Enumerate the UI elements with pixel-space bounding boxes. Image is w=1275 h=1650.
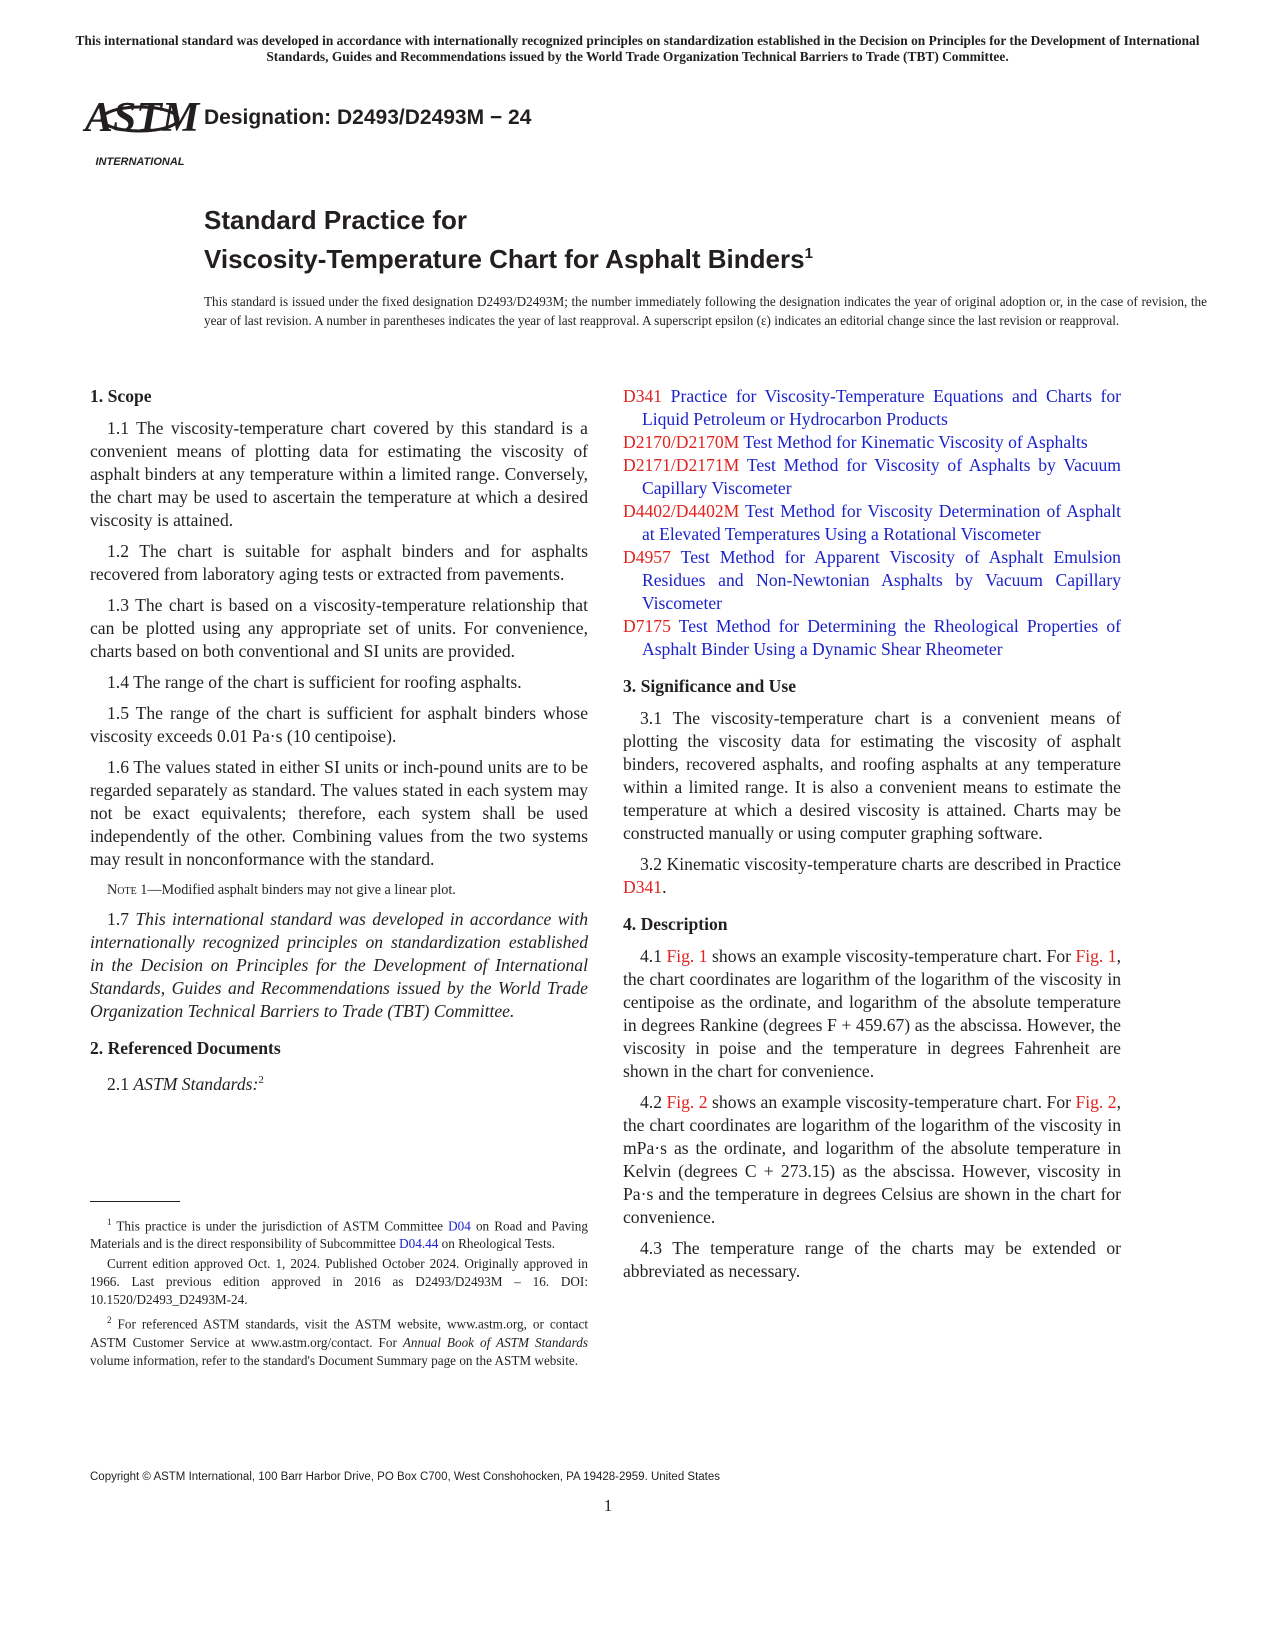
reference-item — [623, 385, 1121, 431]
para-4-2 — [623, 1091, 1121, 1229]
issued-note: This standard is issued under the fixed designation D2493/D2493M; the number immediately following the designation indicates the year of original adoption or, in the case of revision, the year of last revision. A number in parentheses indicates the year of last reapproval. A superscript epsilon (ε) indicates an editorial change since the last revision or reapproval. — [204, 294, 1207, 328]
para-4-1-a: 4.1 — [640, 946, 667, 966]
para-4-2-c: , the chart coordinates are logarithm of the logarithm of the viscosity in mPa·s as the ordinate, and logarithm of the absolute temperature in Kelvin (degrees C + 273.15) as the abscissa. However, viscosity in Pa·s and the temperature in degrees Celsius are shown in the chart for convenience. — [623, 1092, 1121, 1227]
reference-item — [623, 500, 1121, 546]
note-1 — [90, 879, 588, 902]
para-1-6: 1.6 The values stated in either SI units or inch-pound units are to be regarded separately as standard. The values stated in each system may not be exact equivalents; therefore, each system shall be used independently of the other. Combining values from the two systems may result in nonconformance with the standard. — [90, 757, 588, 869]
para-4-2-a: 4.2 — [640, 1092, 667, 1112]
d04-44-link[interactable]: D04.44 — [399, 1236, 439, 1252]
footnote-2-a: For referenced ASTM standards, visit the ASTM website, www.astm.org, or contact ASTM Customer Service at www.astm.org/contact. For — [90, 1316, 588, 1350]
reference-title-link[interactable]: Test Method for Viscosity Determination of Asphalt at Elevated Temperatures Using a Rotational Viscometer — [642, 501, 1121, 544]
para-3-2-pre: 3.2 Kinematic viscosity-temperature charts are described in Practice — [640, 854, 1121, 874]
header-notice: This international standard was developed in accordance with internationally recognized principles on standardization established in the Decision on Principles for the Development of International Standards, Guides and Recommendations issued by the World Trade Organization Technical Barriers to Trade (TBT) Committee. — [75, 33, 1200, 64]
d04-link[interactable]: D04 — [448, 1218, 471, 1234]
para-4-3: 4.3 The temperature range of the charts may be extended or abbreviated as necessary. — [623, 1238, 1121, 1281]
para-3-1: 3.1 The viscosity-temperature chart is a convenient means of plotting the viscosity data for estimating the viscosity of asphalt binders, recovered asphalts, and roofing asphalts at any temperature within a limited range. It is also a convenient means to estimate the temperature at which a desired viscosity is attained. Charts may be constructed manually or using computer graphing software. — [623, 708, 1121, 843]
document-title — [204, 204, 813, 276]
reference-code-link[interactable]: D4402/D4402M — [623, 501, 740, 521]
fig-1-link[interactable]: Fig. 1 — [666, 946, 708, 966]
footnote-divider — [90, 1201, 180, 1202]
description-heading: 4. Description — [623, 914, 728, 934]
para-4-1 — [623, 945, 1121, 1083]
para-3-2-post: . — [662, 877, 667, 897]
footnote-2-italic: Annual Book of ASTM Standards — [402, 1334, 588, 1350]
reference-code-link[interactable]: D2171/D2171M — [623, 455, 740, 475]
fig-2-link[interactable]: Fig. 2 — [1075, 1092, 1117, 1112]
reference-item — [623, 615, 1121, 661]
reference-code-link[interactable]: D7175 — [623, 616, 671, 636]
para-2-1-text: ASTM Standards: — [133, 1073, 259, 1094]
footnote-2-mark: 2 — [107, 1315, 112, 1326]
scope-heading: 1. Scope — [90, 386, 152, 406]
footnote-1-edition: Current edition approved Oct. 1, 2024. Published October 2024. Originally approved in 1966. Last previous edition approved in 2016 as D2493/D2493M – 16. DOI: 10.1520/D2493_D2493M-24. — [90, 1256, 588, 1308]
para-1-2: 1.2 The chart is suitable for asphalt binders and for asphalts recovered from laboratory aging tests or extracted from pavements. — [90, 541, 588, 584]
left-column — [90, 385, 588, 1104]
d341-link[interactable]: D341 — [623, 877, 663, 897]
reference-code-link[interactable]: D4957 — [623, 547, 671, 567]
note-label: Note 1 — [107, 882, 148, 898]
reference-title-link[interactable]: Test Method for Kinematic Viscosity of Asphalts — [743, 432, 1088, 452]
fig-2-link[interactable]: Fig. 2 — [666, 1092, 708, 1112]
para-2-1-num: 2.1 — [107, 1073, 129, 1094]
reference-title-link[interactable]: Test Method for Viscosity of Asphalts by Vacuum Capillary Viscometer — [642, 455, 1121, 498]
para-4-1-c: , the chart coordinates are logarithm of the logarithm of the viscosity in centipoise as the ordinate, and logarithm of the absolute temperature in degrees Rankine (degrees F + 459.67) as the abscissa. However, the viscosity in poise and the temperature in degrees Fahrenheit are shown in the chart for convenience. — [623, 946, 1121, 1081]
title-line1: Standard Practice for — [204, 205, 467, 235]
reference-item — [623, 454, 1121, 500]
reference-code-link[interactable]: D341 — [623, 386, 663, 406]
footnote-1-b: on Road and Paving Materials and is the direct responsibility of Subcommittee — [90, 1218, 588, 1252]
reference-title-link[interactable]: Test Method for Determining the Rheological Properties of Asphalt Binder Using a Dynamic Shear Rheometer — [642, 616, 1121, 659]
astm-logo — [84, 85, 200, 169]
footnotes — [90, 1213, 588, 1372]
footnote-2 — [90, 1311, 588, 1369]
referenced-heading: 2. Referenced Documents — [90, 1038, 281, 1058]
copyright: Copyright © ASTM International, 100 Barr Harbor Drive, PO Box C700, West Conshohocken, PA 19428-2959. United States — [90, 1471, 721, 1483]
para-1-5: 1.5 The range of the chart is sufficient for asphalt binders whose viscosity exceeds 0.01 Pa·s (10 centipoise). — [90, 703, 588, 746]
para-1-3: 1.3 The chart is based on a viscosity-temperature relationship that can be plotted using any appropriate set of units. For convenience, charts based on both conventional and SI units are provided. — [90, 595, 588, 661]
title-line2-text: Viscosity-Temperature Chart for Asphalt Binders — [204, 244, 805, 274]
right-column — [623, 385, 1121, 1291]
para-4-2-b: shows an example viscosity-temperature chart. For — [707, 1092, 1076, 1112]
footnote-1 — [90, 1213, 588, 1253]
footnote-1-mark: 1 — [107, 1217, 112, 1227]
para-4-1-b: shows an example viscosity-temperature chart. For — [707, 946, 1076, 966]
title-line2 — [204, 237, 813, 276]
reference-title-link[interactable]: Practice for Viscosity-Temperature Equations and Charts for Liquid Petroleum or Hydrocarbon Products — [642, 386, 1121, 429]
reference-list — [623, 385, 1121, 661]
para-1-1: 1.1 The viscosity-temperature chart covered by this standard is a convenient means of plotting data for estimating the viscosity of asphalt binders at any temperature within a limited range. Conversely, the chart may be used to ascertain the temperature at which a desired viscosity is attained. — [90, 418, 588, 530]
fig-1-link[interactable]: Fig. 1 — [1075, 946, 1117, 966]
significance-heading: 3. Significance and Use — [623, 676, 797, 696]
para-3-2 — [623, 853, 1121, 899]
logo-subtext: INTERNATIONAL — [95, 156, 185, 168]
para-1-7-text: This international standard was developed in accordance with internationally recognized principles on standardization established in the Decision on Principles for the Development of International Standards, Guides and Recommendations issued by the World Trade Organization Technical Barriers to Trade (TBT) Committee. — [90, 909, 588, 1021]
reference-item — [623, 546, 1121, 615]
para-1-7-num: 1.7 — [107, 909, 129, 929]
page-number: 1 — [603, 1496, 613, 1515]
reference-code-link[interactable]: D2170/D2170M — [623, 432, 740, 452]
footnote-1-a: This practice is under the jurisdiction of ASTM Committee — [111, 1218, 449, 1234]
para-1-4: 1.4 The range of the chart is sufficient for roofing asphalts. — [107, 672, 522, 692]
para-2-1 — [90, 1069, 588, 1096]
designation: Designation: D2493/D2493M − 24 — [204, 106, 532, 129]
para-1-7 — [90, 908, 588, 1023]
note-text: —Modified asphalt binders may not give a linear plot. — [147, 882, 456, 898]
footnote-1-c: on Rheological Tests. — [438, 1236, 556, 1252]
logo-text: ASTM — [84, 95, 200, 141]
title-footnote-mark: 1 — [804, 245, 813, 262]
footnote-2-b: volume information, refer to the standard's Document Summary page on the ASTM website. — [90, 1352, 579, 1368]
para-2-1-mark: 2 — [258, 1074, 264, 1086]
reference-title-link[interactable]: Test Method for Apparent Viscosity of Asphalt Emulsion Residues and Non-Newtonian Asphalts by Vacuum Capillary Viscometer — [642, 547, 1121, 613]
reference-item — [623, 431, 1121, 454]
